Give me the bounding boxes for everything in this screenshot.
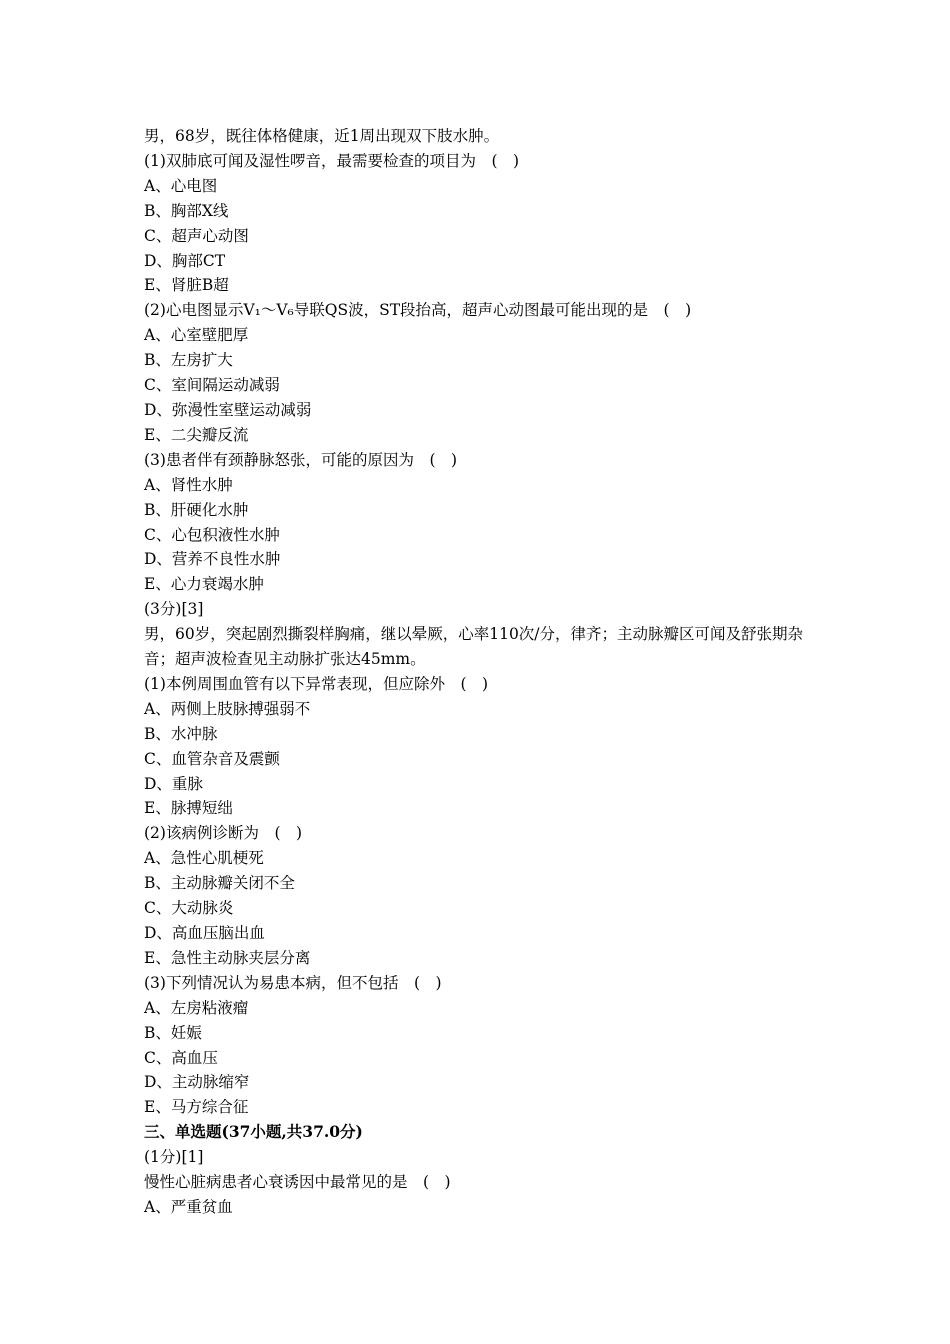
text-line: B、水冲脉	[144, 724, 218, 743]
text-line: A、左房粘液瘤	[144, 998, 249, 1017]
text-line: B、胸部X线	[144, 201, 229, 220]
text-line: C、超声心动图	[144, 226, 249, 245]
text-line: 男，60岁，突起剧烈撕裂样胸痛，继以晕厥，心率110次/分，律齐；主动脉瓣区可闻及舒张期杂音；超声波检查见主动脉扩张达45mm。	[144, 625, 804, 669]
text-line: (1)双肺底可闻及湿性啰音，最需要检查的项目为 ( )	[144, 151, 520, 170]
text-line: A、急性心肌梗死	[144, 849, 264, 868]
text-line: C、高血压	[144, 1048, 218, 1067]
text-line: (1分)[1]	[144, 1148, 204, 1167]
text-line: A、心电图	[144, 176, 218, 195]
text-line: E、心力衰竭水肿	[144, 575, 264, 594]
text-line: (3)患者伴有颈静脉怒张，可能的原因为 ( )	[144, 450, 458, 469]
text-line: (3)下列情况认为易患本病，但不包括 ( )	[144, 973, 442, 992]
text-line: (3分)[3]	[144, 600, 204, 619]
text-line: A、严重贫血	[144, 1197, 233, 1216]
text-line: E、马方综合征	[144, 1098, 249, 1117]
text-line: E、脉搏短绌	[144, 799, 233, 818]
text-line: (2)心电图显示V₁～V₆导联QS波，ST段抬高，超声心动图最可能出现的是 ( )	[144, 301, 692, 320]
text-line: A、肾性水肿	[144, 475, 233, 494]
text-line: C、心包积液性水肿	[144, 525, 280, 544]
text-line: D、弥漫性室壁运动减弱	[144, 400, 312, 419]
text-line: (2)该病例诊断为 ( )	[144, 824, 303, 843]
text-line: D、高血压脑出血	[144, 924, 265, 942]
text-line: A、两侧上肢脉搏强弱不	[144, 699, 311, 718]
text-line: C、室间隔运动减弱	[144, 376, 280, 395]
text-line: D、重脉	[144, 774, 203, 793]
text-line: D、主动脉缩窄	[144, 1073, 250, 1092]
text-line: D、胸部CT	[144, 251, 226, 270]
text-line: E、肾脏B超	[144, 276, 229, 295]
text-line: B、肝硬化水肿	[144, 500, 249, 519]
text-line: 男，68岁，既往体格健康，近1周出现双下肢水肿。	[144, 127, 500, 145]
text-line: (1)本例周围血管有以下异常表现，但应除外 ( )	[144, 674, 489, 693]
text-line: 慢性心脏病患者心衰诱因中最常见的是 ( )	[144, 1173, 451, 1192]
text-line: B、主动脉瓣关闭不全	[144, 874, 295, 893]
text-line: B、左房扩大	[144, 351, 233, 370]
text-line: A、心室壁肥厚	[144, 326, 249, 345]
text-line: C、血管杂音及震颤	[144, 749, 280, 768]
text-line: E、二尖瓣反流	[144, 425, 249, 444]
text-line: E、急性主动脉夹层分离	[144, 948, 311, 967]
text-line: B、妊娠	[144, 1023, 202, 1042]
text-line: D、营养不良性水肿	[144, 550, 281, 569]
document-content	[144, 124, 814, 1220]
text-line: C、大动脉炎	[144, 899, 234, 918]
section-heading: 三、单选题(37小题,共37.0分)	[144, 1122, 363, 1142]
